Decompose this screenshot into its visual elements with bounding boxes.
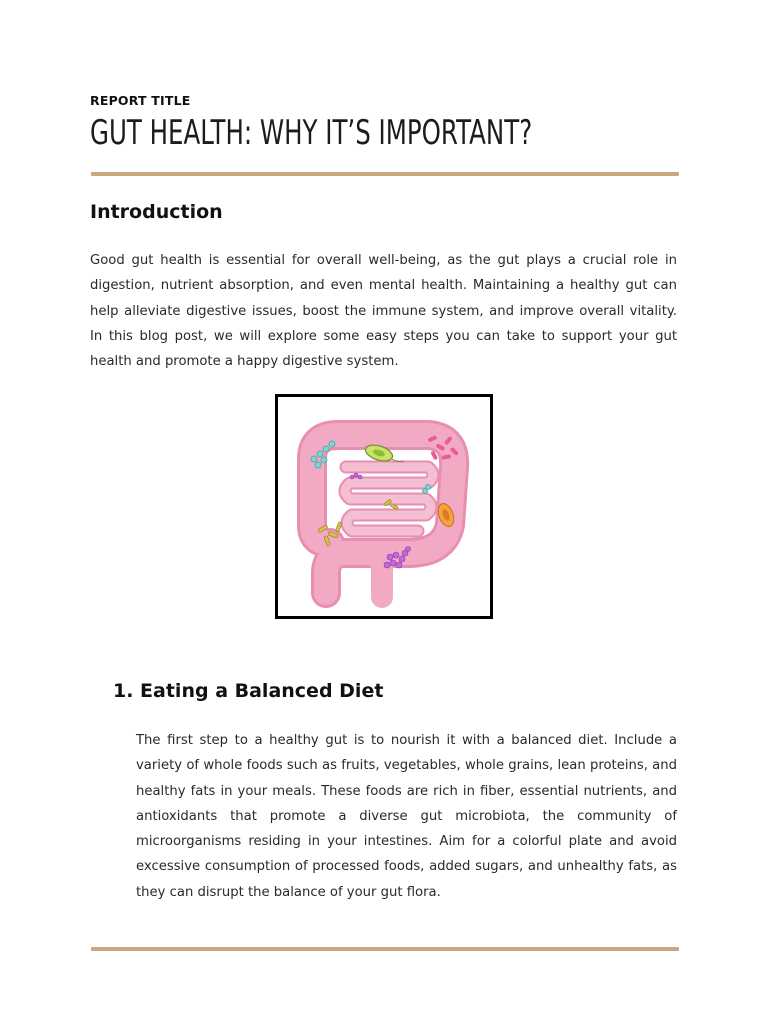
section-paragraph: The first step to a healthy gut is to nourish it with a balanced diet. Include a variety of whole foods such as fruits, vegetables, whole grains, lean proteins, and healthy fats in your meals. These foods are rich in fiber, essential nutrients, and antioxidants that promote a diverse gut microbiota, the community of microorganisms residing in your intestines. Aim for a colorful plate and avoid excessive consumption of processed foods, added sugars, and unhealthy fats, as they can disrupt the balance of your gut flora. <box>136 733 677 900</box>
bottom-divider <box>91 947 679 951</box>
introduction-paragraph: Good gut health is essential for overall well-being, as the gut plays a crucial role in digestion, nutrient absorption, and even mental health. Maintaining a healthy gut can help alleviate digestive issues, boost the immune system, and improve overall vitality. In this blog post, we will explore some easy steps you can take to support your gut health and promote a happy digestive system. <box>90 253 677 370</box>
top-divider <box>91 172 679 176</box>
report-title: GUT HEALTH: WHY IT’S IMPORTANT? <box>90 113 533 153</box>
report-label: REPORT TITLE <box>90 93 191 108</box>
gut-illustration-frame <box>275 394 493 619</box>
section-heading: 1. Eating a Balanced Diet <box>113 680 384 702</box>
intestine-with-bacteria-illustration <box>278 397 490 616</box>
introduction-heading: Introduction <box>90 201 223 223</box>
report-page <box>90 0 678 1024</box>
